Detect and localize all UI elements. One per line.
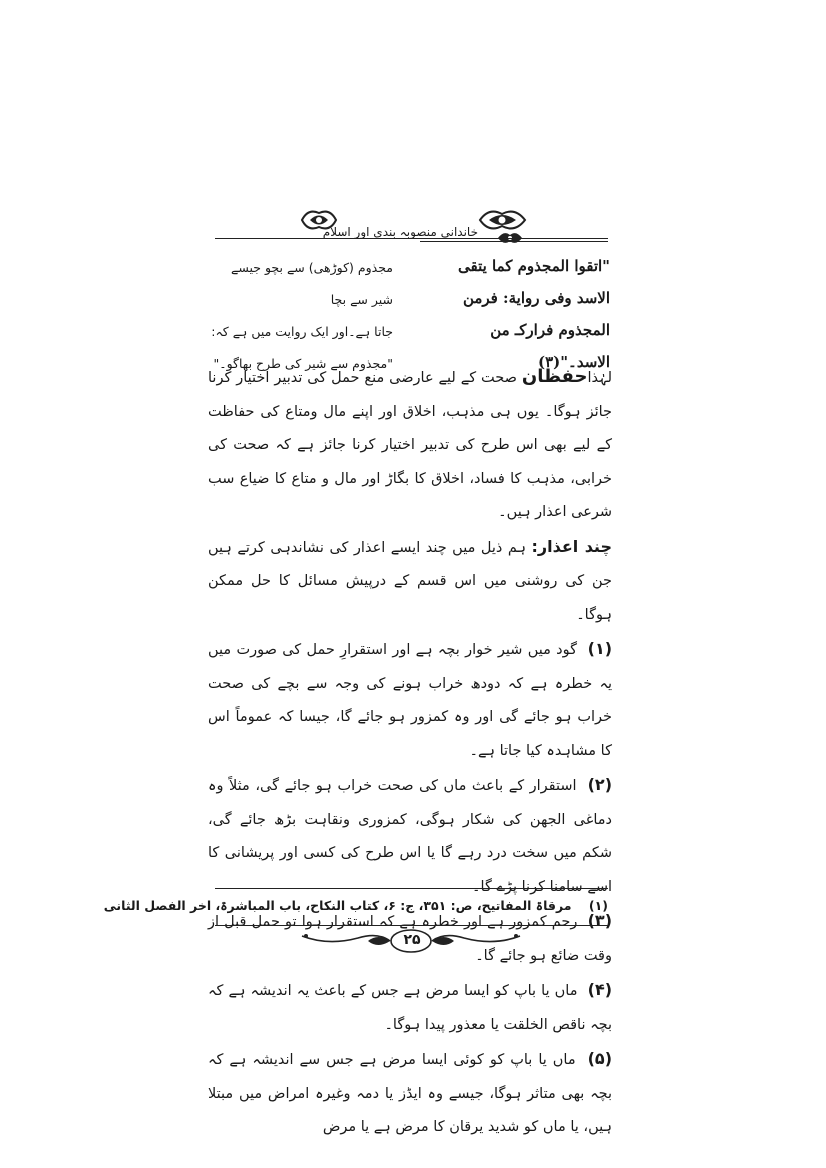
footer-rule [215, 925, 608, 926]
paragraph [208, 530, 612, 633]
item-text: استقرار کے باعث ماں کی صحت خراب ہو جائے گی، مثلاً وہ دماغی الجھن کی شکار ہوگی، کمزوری ونقاہت بڑھ جائے گی، شکم میں سخت درد رہے گا یا اس طرح کی کسی اور پریشانی کا اسے سامنا کرنا پڑے گا۔ [208, 778, 612, 895]
list-item [208, 768, 612, 904]
item-number: (۳) [587, 911, 612, 930]
footnote-marker: (۱) [588, 898, 608, 913]
list-item [208, 1042, 612, 1145]
section-heading: چند اعذار: [531, 536, 612, 556]
body-text [208, 360, 612, 1145]
header-rule [215, 238, 608, 239]
arabic-line: الاسد وفى رواية: فرمن [462, 289, 610, 307]
list-item [208, 973, 612, 1042]
item-number: (۱) [587, 639, 613, 658]
paragraph [208, 360, 612, 530]
item-text: ماں یا باپ کو ایسا مرض ہے جس کے باعث یہ اندیشہ ہے کہ بچہ ناقص الخلقت یا معذور پیدا ہوگا۔ [208, 983, 612, 1033]
item-number: (۵) [587, 1049, 612, 1068]
item-text: گود میں شیر خوار بچہ ہے اور استقرارِ حمل کی صورت میں یہ خطرہ ہے کہ دودھ خراب ہونے کی وجہ سے بچے کی صحت خراب ہو جائے گی اور وہ کمزور ہو جائے گا، جیسا کہ عموماً اس کا مشاہدہ کیا جاتا ہے۔ [208, 642, 612, 759]
item-text: ماں یا باپ کو کوئی ایسا مرض ہے جس سے اندیشہ ہے کہ بچہ بھی متاثر ہوگا، جیسے وہ ایڈز یا دمہ وغیرہ امراض میں مبتلا ہیں، یا ماں کو شدید یرقان کا مرض ہے یا مرض [208, 1052, 612, 1135]
footnote-text: مرقاۃ المفاتیح، ص: ۳۵۱، ج: ۶، کتاب النکاح، باب المباشرۃ، اخر الفصل الثانی [103, 898, 572, 913]
header-rule-secondary [420, 241, 608, 242]
page-number: ۲۵ [403, 932, 421, 948]
paragraph-lead: لہٰذا [587, 370, 612, 386]
list-item [208, 632, 612, 768]
item-text: رحم کمزور ہے اور خطرہ ہے کہ استقرار ہوا تو حمل قبل از وقت ضائع ہو جائے گا۔ [208, 914, 612, 964]
paragraph-text: ہم ذیل میں چند ایسے اعذار کی نشاندہی کرتے ہیں جن کی روشنی میں اس قسم کے درپیش مسائل کا حل ممکن ہوگا۔ [208, 539, 612, 623]
arabic-line: "اتقوا المجذوم كما يتقى [458, 257, 610, 275]
emphasis-word: حفظان [521, 366, 588, 387]
running-header-title: خاندانی منصوبہ بندی اور اسلام [322, 225, 478, 239]
arabic-line: الاسد۔"(۳) [537, 353, 610, 371]
arabic-line: المجذوم فراركـ من [490, 321, 610, 339]
arabic-hadith-quote [400, 250, 610, 378]
footnote-rule [215, 888, 608, 889]
urdu-line: "مجذوم سے شیر کی طرح بھاگو۔" [213, 356, 393, 371]
urdu-line: مجذوم (کوڑھی) سے بچو جیسے شیر سے بچا [231, 260, 393, 307]
paragraph-text: صحت کے لیے عارضی منع حمل کی تدبیر اختیار کرنا جائز ہوگا۔ یوں ہی مذہب، اخلاق اور اپنے مال ومتاع کی حفاظت کے لیے بھی اس طرح کی تدبیر اختیار کرنا جائز ہے کہ صحت کی خرابی، مذہب کا فساد، اخلاق کا بگاڑ اور مال و متاع کا ضیاع سب شرعی اعذار ہیں۔ [208, 370, 612, 520]
urdu-line: جاتا ہے۔اور ایک روایت میں ہے کہ: [211, 324, 393, 339]
item-number: (۴) [587, 980, 613, 999]
footnote [103, 895, 608, 917]
item-number: (۲) [587, 775, 612, 794]
